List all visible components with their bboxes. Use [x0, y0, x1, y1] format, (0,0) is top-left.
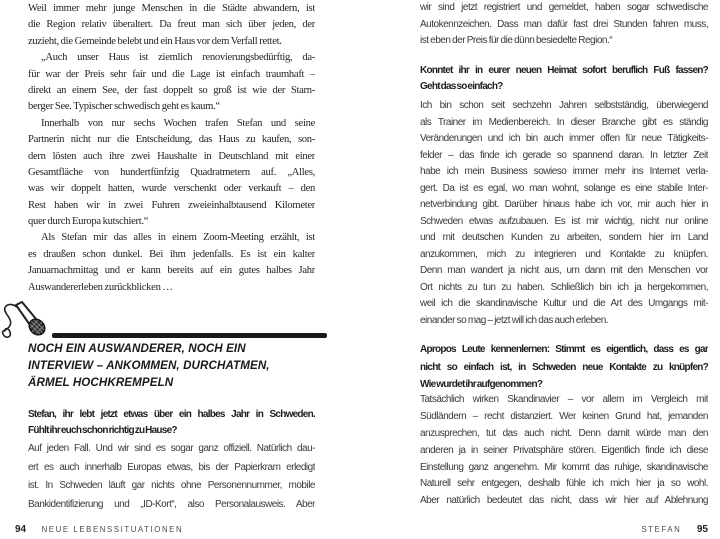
text-line: wir sind jetzt registriert und gemeldet, haben sogar schwedische [420, 2, 708, 13]
narrative-paragraph-1 [28, 1, 315, 50]
text-line: Tatsächlich wirken Skandinavier – vor allem im Vergleich mit [420, 394, 708, 405]
text-line: was wir doppelt hatten, wurde verschenkt oder verkauft – den [28, 183, 315, 195]
right-chapter-label: STEFAN [641, 525, 682, 535]
text-line: Konntet ihr in eurer neuen Heimat sofort beruflich Fuß fassen? [420, 65, 708, 76]
narrative-paragraph-4 [28, 230, 315, 296]
left-section-label: NEUE LEBENSSITUATIONEN [41, 525, 184, 535]
right-page [420, 0, 708, 537]
text-line: Autokennzeichen. Dass man dafür fast drei Stunden fahren muss, [420, 18, 708, 30]
left-page [28, 0, 315, 537]
text-line: zuzieht, die Gemeinde belebt und ein Haus vor dem Verfall rettet. [28, 35, 282, 47]
text-line: berger See. Typischer schwedisch geht es kaum.“ [28, 101, 220, 113]
text-line: Januarnachmittag und er kann bereits auf ein gutes halbes Jahr [28, 265, 315, 277]
text-line: weil ich die skandinavische Kultur und die Art des Umgangs mit- [420, 298, 708, 309]
text-line: felder – das finde ich gerade so spannend daran. In letzter Zeit [420, 149, 708, 161]
text-line: als Trainer im Medienbereich. In dieser Branche gibt es ständig [420, 116, 708, 128]
text-line: Auf jeden Fall. Und wir sind es sogar ganz offiziell. Natürlich dau- [28, 443, 315, 454]
text-line: ert es auch innerhalb Europas etwas, bis der Papierkram erledigt [28, 461, 315, 473]
text-line: direkt an einem See, der fast doppelt so groß ist wie der Starn- [28, 84, 315, 96]
text-line: nicht so einfach ist, in Schweden neue Kontakte zu knüpfen? [420, 361, 708, 373]
text-line: Geht das so einfach? [420, 81, 503, 92]
right-page-number: 95 [696, 524, 708, 536]
narrative-paragraph-2 [28, 50, 315, 116]
right-page-footer [420, 521, 708, 535]
interview-answer-1 [28, 440, 315, 514]
text-line: Naturell sehr entgegen, deshalb fühle ich mich hier ja so wohl. [420, 478, 708, 490]
text-line: Partnerin nicht nur die Entscheidung, das Haus zu kaufen, son- [28, 134, 315, 146]
text-line: ÄRMEL HOCHKREMPELN [28, 376, 174, 389]
interview-answer-3 [420, 392, 708, 510]
text-line: Als Stefan mir das alles in einem Zoom-Meeting erzählt, ist [41, 232, 315, 244]
text-line: NOCH EIN AUSWANDERER, NOCH EIN [28, 342, 246, 355]
text-line: Schweden etwas aufzubauen. Es ist mir wichtig, nicht nur online [420, 215, 708, 227]
interview-question-2 [420, 63, 708, 95]
section-heading [28, 340, 315, 391]
text-line: Weil immer mehr junge Menschen in die Städte abwandern, ist [28, 3, 315, 14]
microphone-icon [1, 300, 51, 344]
section-divider [52, 333, 327, 338]
narrative-text [28, 1, 315, 296]
text-line: und mit deutschen Kunden zu arbeiten, sondern hier im Land [420, 232, 708, 243]
text-line: Stefan, ihr lebt jetzt etwas über ein halbes Jahr in Schweden. [28, 409, 315, 420]
text-line: Bankidentifizierung und „ID-Kort“, also Personalausweis. Aber [28, 498, 315, 510]
text-line: Wie wurdet ihr aufgenommen? [420, 379, 543, 390]
text-line: Denn man wandert ja nicht aus, um dann mit den Menschen vor [420, 265, 708, 276]
text-line: anzukommen, mich zu integrieren und Kontakte zu knüpfen. [420, 248, 708, 260]
text-line: Ich bin schon seit sechzehn Jahren selbstständig, überwiegend [420, 100, 708, 111]
text-line: Apropos Leute kennenlernen: Stimmt es eigentlich, dass es gar [420, 344, 708, 355]
text-line: Rest haben wir in zwei Fuhren zweieinhalbtausend Kilometer [28, 199, 315, 211]
interview-question-1 [28, 407, 315, 439]
text-line: habe ich mein Business sowieso immer mehr ins Internet verla- [420, 166, 708, 177]
text-line: es draußen schon dunkel. Bei ihm jedenfalls. Es ist ein kalter [28, 248, 315, 260]
text-line: ist eben der Preis für die dünn besiedelte Region.“ [420, 35, 613, 46]
text-line: Aber natürlich bedeutet das nicht, dass wir hier auf Ablehnung [420, 495, 708, 507]
text-line: ist. In Schweden läuft gar nichts ohne Personennummer, mobile [28, 480, 315, 491]
text-line: Veränderungen und ich bin auch immer offen für neue Tätigkeits- [420, 133, 708, 144]
text-line: Auswandererleben zurückblicken … [28, 281, 173, 293]
interview-answer-2 [420, 98, 708, 329]
left-page-footer [15, 521, 315, 535]
text-line: einander so mag – jetzt will ich das auch erleben. [420, 314, 609, 326]
left-page-number: 94 [15, 524, 27, 536]
text-line: die Region relativ überaltert. Da freut man sich über jeden, der [28, 19, 315, 31]
text-line: anzusprechen, tut das auch nicht. Denn damit würde man den [420, 427, 708, 439]
text-line: Ort nichts zu tun zu haben. Schließlich bin ich ja hergekommen, [420, 281, 708, 293]
text-line: anderen ja in seiner Privatsphäre stören. Eigentlich finde ich diese [420, 444, 708, 456]
text-line: gert. Da ist es egal, wo man wohnt, solange es eine stabile Inter- [420, 182, 708, 194]
interview-question-3 [420, 341, 708, 394]
text-line: Gesamtfläche von hundertfünfzig Quadratmetern auf. „Alles, [28, 166, 315, 178]
text-line: netverbindung gibt. Darüber hinaus habe ich vor, mir auch hier in [420, 199, 708, 210]
narrative-paragraph-3 [28, 116, 315, 231]
text-line: für war der Preis sehr fair und die Lage ist einfach traumhaft – [28, 68, 315, 80]
text-line: Einstellung ganz angenehm. Mir kommt das ruhige, skandinavische [420, 461, 708, 473]
text-line: INTERVIEW – ANKOMMEN, DURCHATMEN, [28, 359, 270, 372]
text-line: Innerhalb von nur sechs Wochen trafen Stefan und seine [41, 117, 315, 129]
text-line: Südländern – recht distanziert. Wer keinen Grund hat, jemanden [420, 410, 708, 422]
text-line: quer durch Europa kutschiert.“ [28, 216, 149, 228]
text-line: „Auch unser Haus ist ziemlich renovierungsbedürftig, da- [41, 52, 315, 64]
interview-answer-1-continued [420, 0, 708, 50]
text-line: Fühlt ihr euch schon richtig zu Hause? [28, 425, 177, 436]
text-line: dern lösten auch ihre zwei Haushalte in Deutschland mit einer [28, 150, 315, 162]
